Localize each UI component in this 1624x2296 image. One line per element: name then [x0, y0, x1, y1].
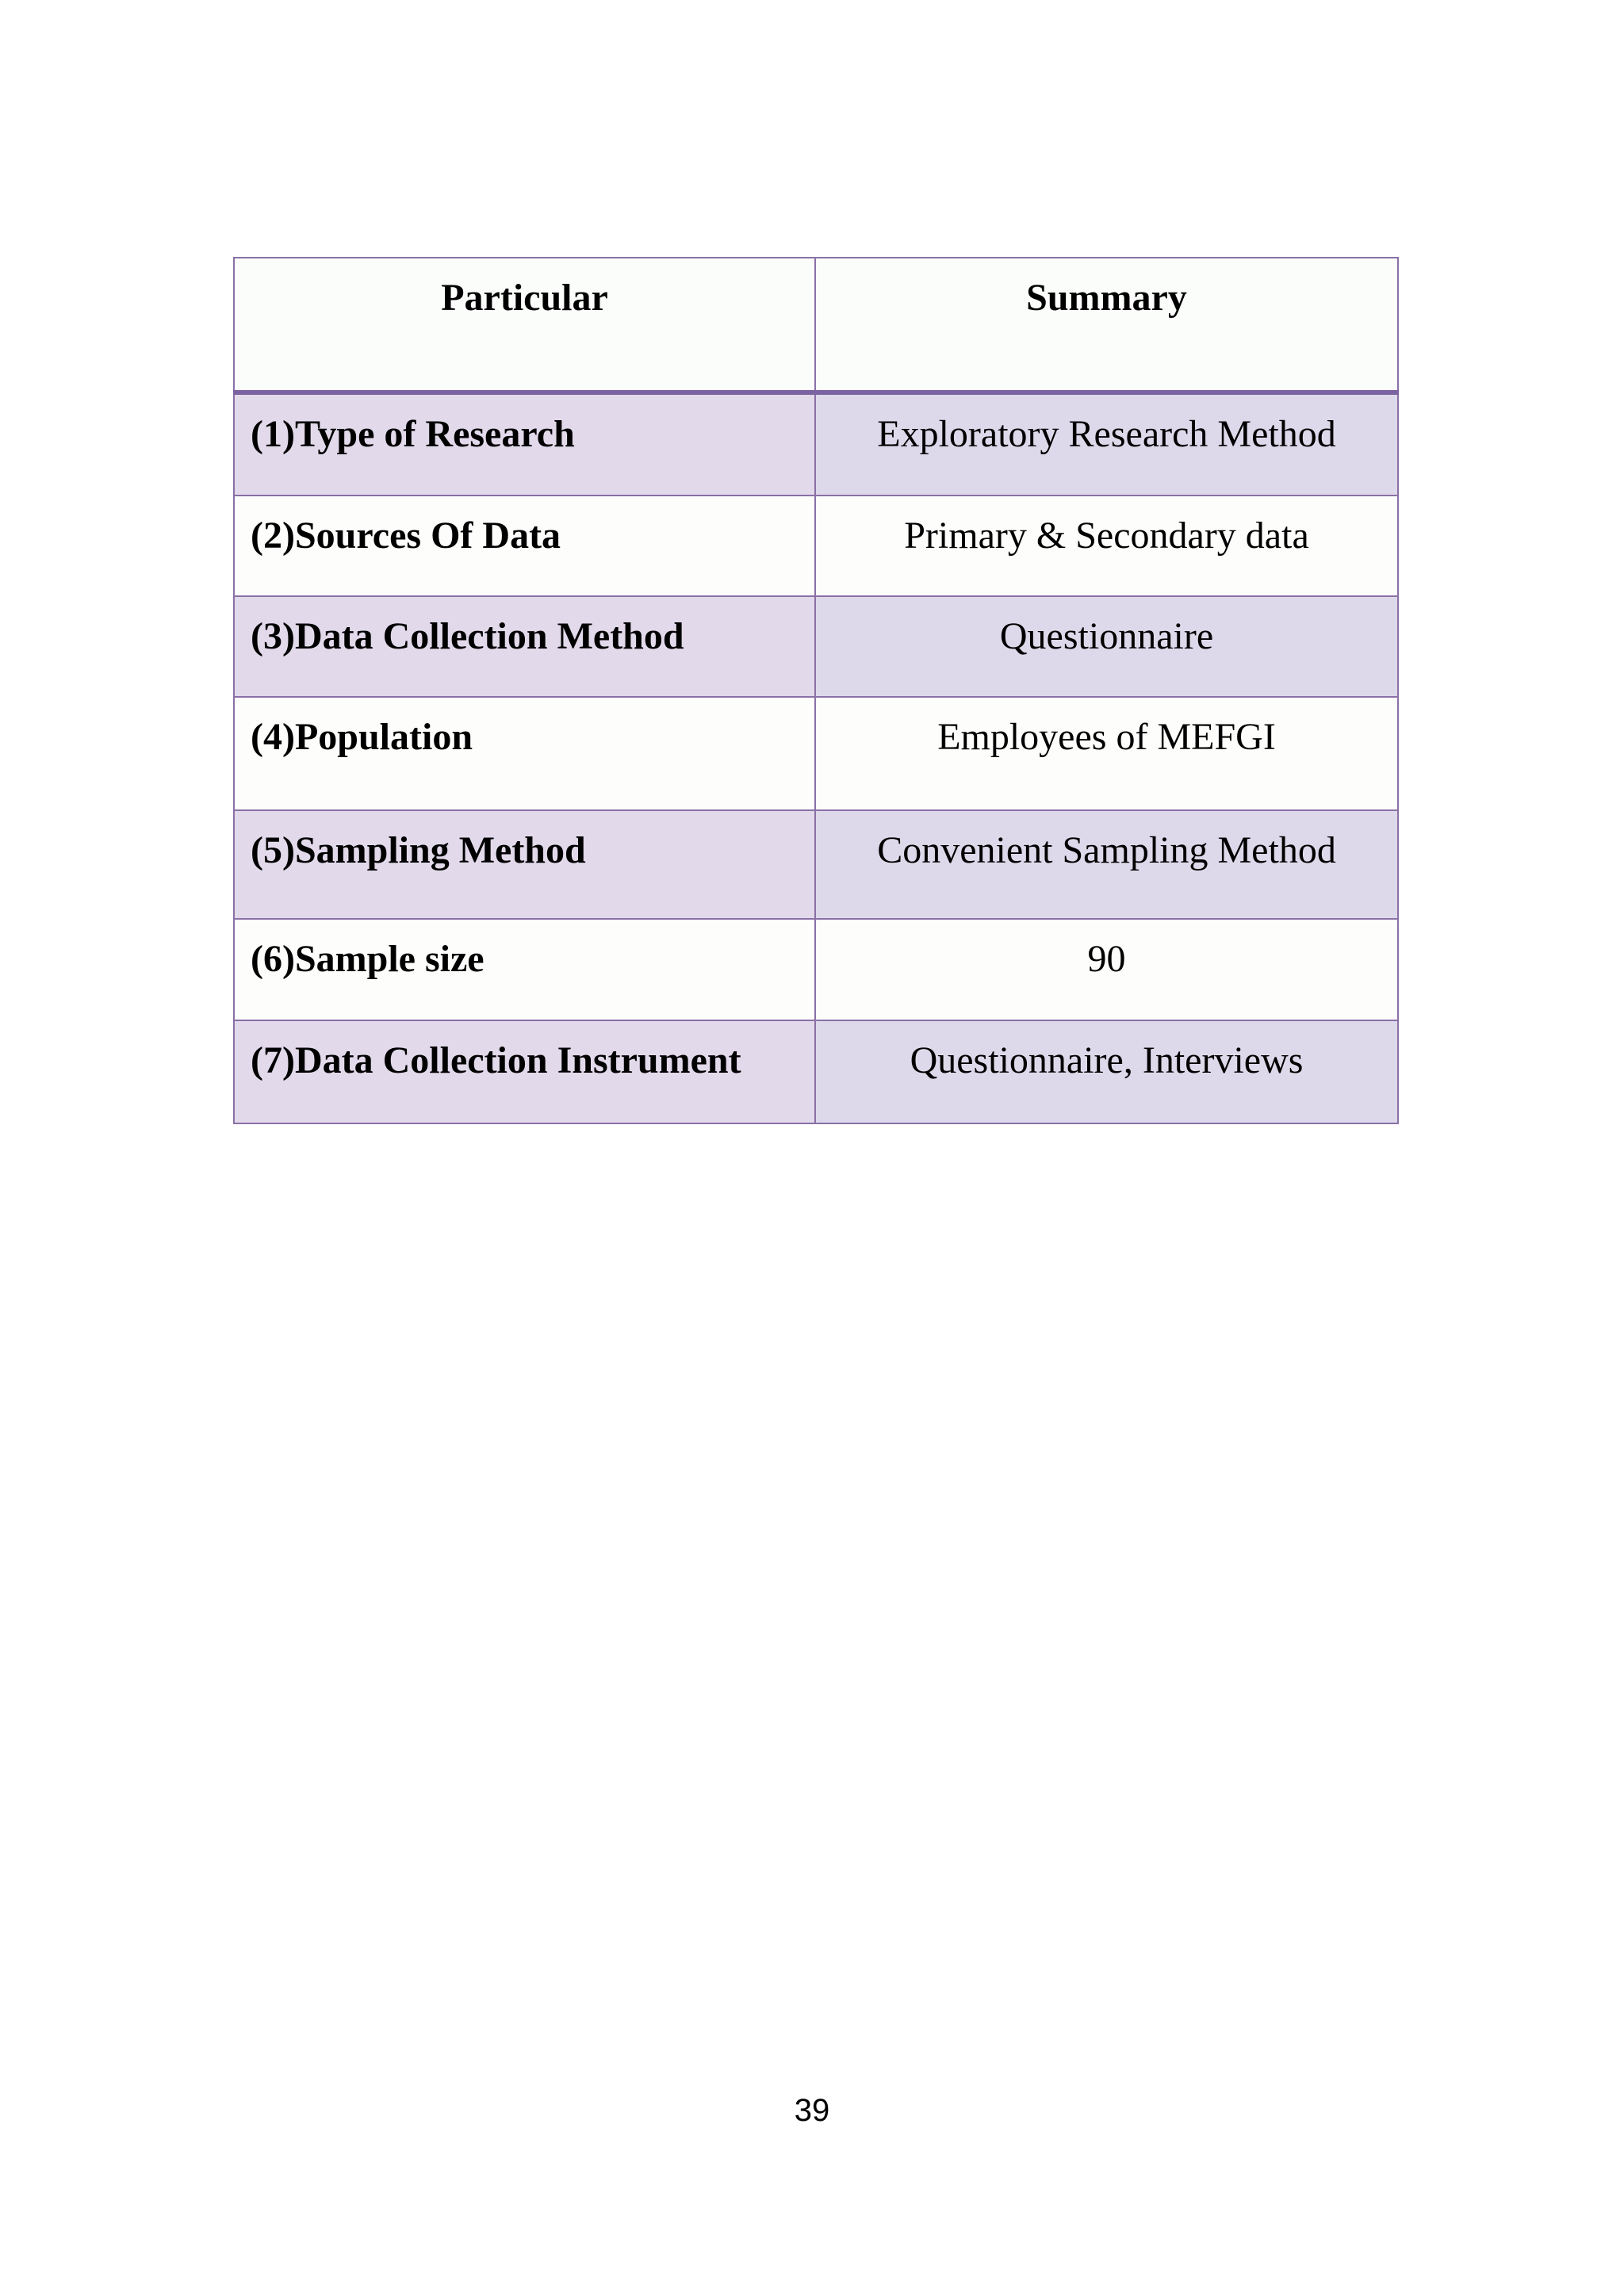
page-number: 39: [794, 2093, 830, 2128]
summary-cell: Exploratory Research Method: [815, 392, 1398, 496]
table-row: [234, 697, 1398, 810]
table-row: [234, 596, 1398, 697]
table-row: [234, 392, 1398, 496]
particular-cell: (7)Data Collection Instrument: [234, 1020, 815, 1123]
summary-cell: Employees of MEFGI: [815, 697, 1398, 810]
header-summary: Summary: [815, 258, 1398, 392]
table-row: [234, 919, 1398, 1020]
summary-cell: Questionnaire, Interviews: [815, 1020, 1398, 1123]
summary-cell: 90: [815, 919, 1398, 1020]
table-header-row: [234, 258, 1398, 392]
table-row: [234, 810, 1398, 919]
table-row: [234, 496, 1398, 596]
table-row: [234, 1020, 1398, 1123]
particular-cell: (1)Type of Research: [234, 392, 815, 496]
summary-cell: Questionnaire: [815, 596, 1398, 697]
header-particular: Particular: [234, 258, 815, 392]
summary-cell: Convenient Sampling Method: [815, 810, 1398, 919]
summary-cell: Primary & Secondary data: [815, 496, 1398, 596]
research-summary-table: [233, 257, 1399, 1124]
particular-cell: (3)Data Collection Method: [234, 596, 815, 697]
particular-cell: (2)Sources Of Data: [234, 496, 815, 596]
particular-cell: (5)Sampling Method: [234, 810, 815, 919]
particular-cell: (4)Population: [234, 697, 815, 810]
particular-cell: (6)Sample size: [234, 919, 815, 1020]
